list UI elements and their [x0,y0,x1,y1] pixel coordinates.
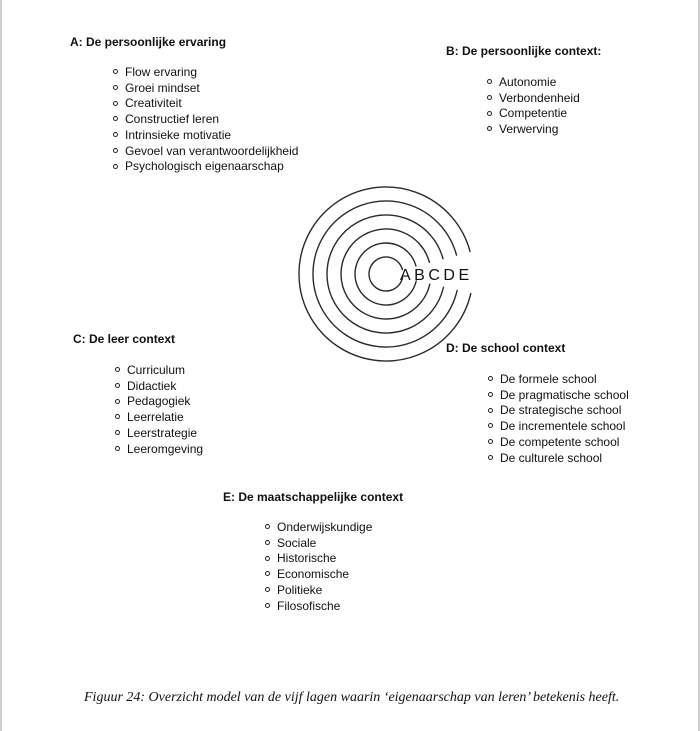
section-e-list [265,520,403,614]
list-item: Filosofische [265,599,403,615]
layer-ring-6 [369,257,403,291]
page-left-edge [0,0,2,731]
list-item: De strategische school [488,403,629,419]
section-a [70,35,298,175]
section-c [73,332,203,457]
list-item: Constructief leren [113,112,298,128]
list-item: Competentie [487,106,601,122]
list-item: De formele school [488,372,629,388]
list-item: Sociale [265,536,403,552]
list-item: Leerstrategie [115,426,203,442]
section-c-list [115,363,203,457]
section-e [223,490,403,614]
list-item: Leeromgeving [115,442,203,458]
list-item: Politieke [265,583,403,599]
section-c-heading: C: De leer context [73,332,176,346]
section-d-list [488,372,629,466]
section-b [446,44,601,138]
list-item: Didactiek [115,379,203,395]
list-item: Autonomie [487,75,601,91]
list-item: De culturele school [488,451,629,467]
diagram-label: ABCDE [400,267,473,284]
list-item: Creativiteit [113,96,298,112]
section-b-list [487,75,601,138]
list-item: Intrinsieke motivatie [113,128,298,144]
section-e-heading: E: De maatschappelijke context [223,490,404,504]
list-item: Flow ervaring [113,65,298,81]
section-b-heading: B: De persoonlijke context: [446,44,602,58]
list-item: Economische [265,567,403,583]
list-item: Leerrelatie [115,410,203,426]
list-item: Historische [265,551,403,567]
section-a-heading: A: De persoonlijke ervaring [70,35,227,49]
section-d-heading: D: De school context [446,341,566,355]
list-item: Verwerving [487,122,601,138]
figure-caption: Figuur 24: Overzicht model van de vijf lagen waarin ‘eigenaarschap van leren’ betekenis heeft. [84,690,620,705]
list-item: Curriculum [115,363,203,379]
list-item: Groei mindset [113,81,298,97]
list-item: De competente school [488,435,629,451]
concentric-layers-diagram [296,184,476,364]
list-item: Gevoel van verantwoordelijkheid [113,144,298,160]
list-item: Pedagogiek [115,394,203,410]
list-item: Verbondenheid [487,91,601,107]
list-item: Onderwijskundige [265,520,403,536]
list-item: De pragmatische school [488,388,629,404]
list-item: Psychologisch eigenaarschap [113,159,298,175]
list-item: De incrementele school [488,419,629,435]
section-a-list [113,65,298,175]
